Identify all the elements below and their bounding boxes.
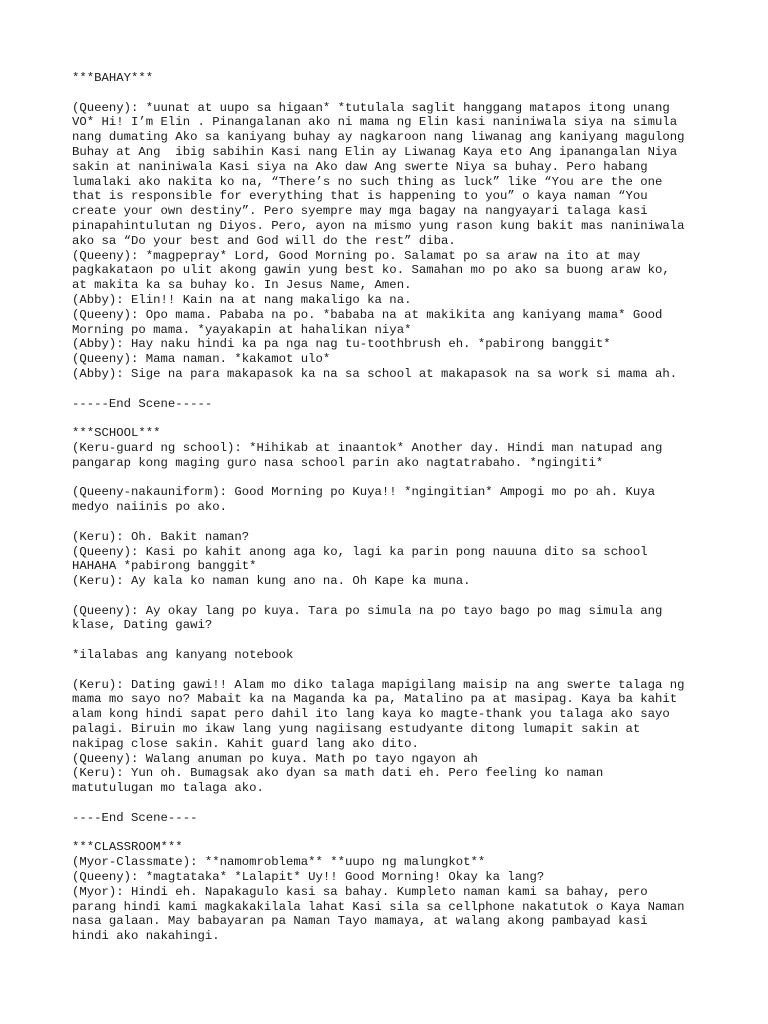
text-block: [72, 530, 712, 589]
text-line: lumalaki ako nakita ko na, “There’s no such thing as luck” like “You are the one: [72, 174, 663, 189]
paragraph-gap: [72, 589, 712, 604]
text-block: [72, 648, 712, 663]
text-line: (Queeny): Ay okay lang po kuya. Tara po simula na po tayo bago po mag simula ang: [72, 603, 663, 618]
text-line: nasa galaan. May babayaran pa Naman Tayo mamaya, at walang akong pambayad kasi: [72, 914, 648, 929]
paragraph-gap: [72, 411, 712, 426]
text-line: (Abby): Elin!! Kain na at nang makaligo ka na.: [72, 292, 412, 307]
paragraph-gap: [72, 663, 712, 678]
text-line: (Queeny-nakauniform): Good Morning po Kuya!! *ngingitian* Ampogi mo po ah. Kuya: [72, 485, 655, 500]
text-line: (Keru): Dating gawi!! Alam mo diko talaga mapigilang maisip na ang swerte talaga ng: [72, 677, 685, 692]
text-line: -----End Scene-----: [72, 396, 213, 411]
paragraph-gap: [72, 86, 712, 101]
text-line: (Queeny): Mama naman. *kakamot ulo*: [72, 352, 331, 367]
text-line: ako sa “Do your best and God will do the rest” diba.: [72, 233, 456, 248]
text-block: [72, 426, 712, 470]
text-line: sakin at naniniwala Kasi siya na Ako daw Ang swerte Niya sa buhay. Pero habang: [72, 159, 648, 174]
text-line: matutulugan mo talaga ako.: [72, 781, 264, 796]
text-line: hindi ako nakahingi.: [72, 929, 220, 944]
paragraph-gap: [72, 796, 712, 811]
text-line: Buhay at Ang ibig sabihin Kasi nang Elin ay Liwanag Kaya eto Ang ipanangalan Niya: [72, 144, 678, 159]
text-block: [72, 811, 712, 826]
paragraph-gap: [72, 826, 712, 841]
text-line: medyo naiinis po ako.: [72, 500, 227, 515]
text-line: ***SCHOOL***: [72, 426, 161, 441]
text-line: ***CLASSROOM***: [72, 840, 183, 855]
text-line: nakipag close sakin. Kahit guard lang ako dito.: [72, 736, 419, 751]
text-line: at makita ka sa buhay ko. In Jesus Name, Amen.: [72, 278, 412, 293]
text-line: Morning po mama. *yayakapin at hahalikan niya*: [72, 322, 412, 337]
text-line: (Keru-guard ng school): *Hihikab at inaantok* Another day. Hindi man natupad ang: [72, 440, 663, 455]
text-line: pinapahintulutan ng Diyos. Pero, ayon na mismo yung rason kung bakit mas naniniwala: [72, 218, 685, 233]
text-line: (Keru): Oh. Bakit naman?: [72, 529, 250, 544]
text-line: mama mo sayo no? Mabait ka na Maganda ka pa, Matalino pa at masipag. Kaya ba kahit: [72, 692, 678, 707]
text-line: (Queeny): Opo mama. Pababa na po. *bababa na at makikita ang kaniyang mama* Good: [72, 307, 663, 322]
text-line: VO* Hi! I’m Elin . Pinangalanan ako ni mama ng Elin kasi naniniwala siya na simula: [72, 115, 678, 130]
text-line: (Keru): Yun oh. Bumagsak ako dyan sa math dati eh. Pero feeling ko naman: [72, 766, 604, 781]
text-line: *ilalabas ang kanyang notebook: [72, 648, 294, 663]
text-line: (Queeny): *magtataka* *Lalapit* Uy!! Good Morning! Okay ka lang?: [72, 870, 545, 885]
text-line: ***BAHAY***: [72, 71, 154, 85]
text-line: (Queeny): Walang anuman po kuya. Math po tayo ngayon ah: [72, 751, 478, 766]
paragraph-gap: [72, 515, 712, 530]
text-line: (Abby): Sige na para makapasok ka na sa school at makapasok na sa work si mama ah.: [72, 366, 678, 381]
text-line: (Keru): Ay kala ko naman kung ano na. Oh Kape ka muna.: [72, 574, 471, 589]
text-line: parang hindi kami magkakakilala lahat Kasi sila sa cellphone nakatutok o Kaya Naman: [72, 899, 685, 914]
text-line: pagkakataon po ulit akong gawin yung best ko. Samahan mo po ako sa buong araw ko,: [72, 263, 670, 278]
text-line: pangarap kong maging guro nasa school parin ako nagtatrabaho. *ngingiti*: [72, 455, 604, 470]
text-line: (Myor): Hindi eh. Napakagulo kasi sa bahay. Kumpleto naman kami sa bahay, pero: [72, 884, 648, 899]
text-block: [72, 485, 712, 515]
text-line: (Abby): Hay naku hindi ka pa nga nag tu-toothbrush eh. *pabirong banggit*: [72, 337, 611, 352]
text-line: palagi. Biruin mo ikaw lang yung nagiisang estudyante ditong lumapit sakin at: [72, 722, 641, 737]
text-line: that is responsible for everything that is happening to you” o kaya naman “You: [72, 189, 648, 204]
text-block: [72, 678, 712, 796]
paragraph-gap: [72, 633, 712, 648]
text-line: (Queeny): *magpepray* Lord, Good Morning po. Salamat po sa araw na ito at may: [72, 248, 641, 263]
text-line: (Queeny): Kasi po kahit anong aga ko, lagi ka parin pong nauuna dito sa school: [72, 544, 648, 559]
text-line: alam kong hindi sapat pero dahil ito lang kaya ko magte-thank you talaga ako sayo: [72, 707, 670, 722]
text-line: create your own destiny”. Pero syempre may mga bagay na nangyayari talaga kasi: [72, 204, 648, 219]
text-block: [72, 101, 712, 382]
text-line: ----End Scene----: [72, 810, 198, 825]
paragraph-gap: [72, 382, 712, 397]
text-block: [72, 840, 712, 944]
text-line: (Queeny): *uunat at uupo sa higaan* *tutulala saglit hanggang matapos itong unang: [72, 100, 670, 115]
text-line: HAHAHA *pabirong banggit*: [72, 559, 257, 574]
text-block: [72, 397, 712, 412]
text-line: (Myor-Classmate): **namomroblema** **uupo ng malungkot**: [72, 855, 486, 870]
text-block: [72, 604, 712, 634]
script-document: [72, 71, 712, 944]
text-block: [72, 71, 712, 86]
paragraph-gap: [72, 471, 712, 486]
text-line: nang dumating Ako sa kaniyang buhay ay nagkaroon nang liwanag ang kaniyang magulong: [72, 130, 685, 145]
text-line: klase, Dating gawi?: [72, 618, 213, 633]
